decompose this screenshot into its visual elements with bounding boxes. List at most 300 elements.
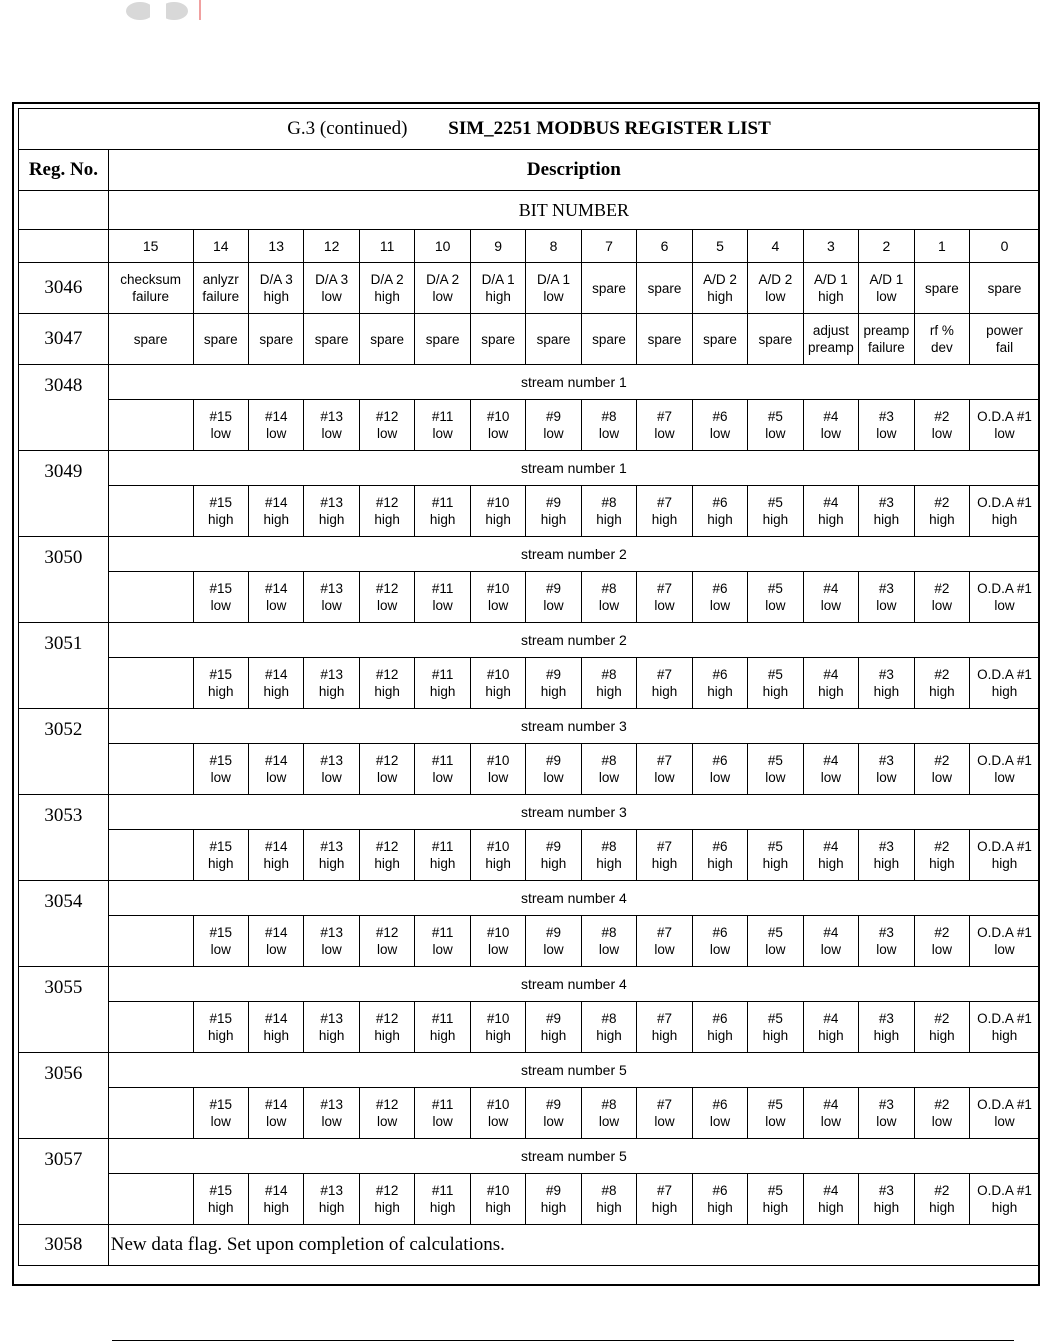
bit-cell — [526, 314, 581, 365]
bit-cell — [304, 830, 359, 881]
bit-cell — [692, 830, 747, 881]
bit-cell — [637, 400, 692, 451]
bit-cell — [470, 1174, 525, 1225]
bit-cell-line: adjust — [812, 323, 849, 338]
bit-cell — [803, 263, 858, 314]
bit-cell — [470, 830, 525, 881]
stream-bits-row — [19, 572, 1040, 623]
bit-cell-line: #4 — [823, 839, 839, 854]
bit-cell-line: #3 — [878, 667, 894, 682]
bit-cell — [581, 1174, 636, 1225]
bit-cell-line: #9 — [546, 1183, 562, 1198]
bit-cell-line: high — [374, 289, 400, 304]
bit-cell-line: #11 — [431, 581, 454, 596]
bit-cell — [470, 658, 525, 709]
bit-cell-line: #11 — [431, 667, 454, 682]
bit-cell — [526, 916, 581, 967]
bit-cell-line: #3 — [878, 1183, 894, 1198]
title-name: SIM_2251 MODBUS REGISTER LIST — [448, 118, 771, 139]
stream-label: stream number 1 — [108, 451, 1039, 486]
bit-cell — [359, 314, 414, 365]
bit-cell-line: high — [762, 856, 789, 871]
bit-cell — [914, 400, 969, 451]
bit-cell-line: #6 — [712, 753, 728, 768]
bit-cell — [526, 658, 581, 709]
reg-number: 3048 — [19, 365, 109, 451]
bit-cell-line: low — [709, 942, 731, 957]
bit-cell-line: high — [707, 512, 733, 527]
bit-cell-line: checksum — [120, 272, 182, 287]
bit-cell-line: #8 — [601, 1011, 617, 1026]
bit-cell-line: high — [263, 856, 289, 871]
bit-cell — [748, 314, 803, 365]
bit-cell-line: high — [596, 684, 622, 699]
bit-cell-line: low — [931, 426, 952, 441]
bit-cell-line: low — [765, 289, 786, 304]
bit-cell-line: spare — [987, 280, 1022, 296]
bit-cell-line: low — [487, 426, 509, 441]
bit-cell-line: O.D.A #1 — [977, 753, 1032, 768]
register-row — [19, 1225, 1040, 1266]
stream-label: stream number 3 — [108, 709, 1039, 744]
bit-cell-line: #3 — [878, 581, 894, 596]
bit-cell-line: #2 — [934, 1011, 950, 1026]
description-header: Description — [108, 150, 1039, 191]
empty-cell — [19, 230, 109, 263]
bit-cell-line: #9 — [546, 409, 562, 424]
bit-cell-line: spare — [314, 331, 349, 347]
bit-number-cell: 10 — [415, 230, 470, 263]
bit-cell-line: low — [654, 770, 675, 785]
bit-cell-line: preamp — [863, 323, 910, 338]
bit-cell — [692, 263, 747, 314]
bit-cell-line: low — [876, 598, 897, 613]
bit-cell-line: #3 — [878, 495, 894, 510]
bit-cell-line: high — [991, 512, 1018, 527]
bit-cell — [248, 486, 303, 537]
bit-cell-line: low — [543, 426, 564, 441]
bit-cell-line: #8 — [601, 667, 617, 682]
bit-cell-line: high — [762, 1200, 789, 1215]
bit-cell-line: #8 — [601, 581, 617, 596]
bit-cell — [359, 1002, 414, 1053]
empty-cell — [108, 916, 193, 967]
bit-cell — [748, 1002, 803, 1053]
bit-number-cell: 15 — [108, 230, 193, 263]
bit-cell-line: low — [994, 598, 1015, 613]
bit-cell-line: #11 — [431, 925, 454, 940]
register-row — [19, 314, 1040, 365]
reg-number: 3053 — [19, 795, 109, 881]
bit-cell — [914, 263, 969, 314]
bit-cell-line: #13 — [320, 753, 343, 768]
bit-cell — [526, 830, 581, 881]
bit-cell — [415, 263, 470, 314]
register-row — [19, 967, 1040, 1002]
bit-cell — [470, 1002, 525, 1053]
bit-cell-line: #6 — [712, 1183, 728, 1198]
bit-cell-line: low — [598, 598, 620, 613]
reg-number: 3050 — [19, 537, 109, 623]
bit-cell — [692, 658, 747, 709]
bit-cell-line: high — [207, 512, 234, 527]
bit-cell-line: high — [707, 856, 733, 871]
bit-cell — [692, 572, 747, 623]
bit-cell — [359, 830, 414, 881]
bit-cell-line: #13 — [320, 667, 343, 682]
bit-cell — [637, 830, 692, 881]
bit-cell-line: #10 — [486, 1183, 510, 1198]
bit-cell-line: high — [929, 1200, 955, 1215]
bit-cell — [803, 916, 858, 967]
bit-cell-line: high — [485, 289, 511, 304]
bit-cell-line: #15 — [209, 667, 233, 682]
bit-cell-line: #14 — [264, 495, 288, 510]
bit-cell — [970, 658, 1040, 709]
bit-cell-line: #2 — [934, 925, 950, 940]
bit-cell — [803, 572, 858, 623]
register-row — [19, 881, 1040, 916]
bit-cell — [108, 263, 193, 314]
bit-cell-line: #9 — [546, 581, 562, 596]
bit-cell — [692, 486, 747, 537]
bit-cell-line: high — [263, 1200, 289, 1215]
bit-cell-line: high — [707, 684, 733, 699]
bit-cell — [415, 486, 470, 537]
bit-cell-line: low — [487, 942, 509, 957]
bit-cell-line: high — [429, 684, 456, 699]
bit-cell — [859, 1174, 914, 1225]
reg-number: 3047 — [19, 314, 109, 365]
bit-cell-line: high — [429, 512, 456, 527]
bit-cell-line: high — [263, 289, 289, 304]
bit-cell-line: low — [931, 770, 952, 785]
bit-cell-line: #10 — [486, 409, 510, 424]
bit-cell-line: low — [598, 942, 620, 957]
bit-cell — [359, 486, 414, 537]
bit-cell-line: low — [709, 426, 731, 441]
bit-cell — [581, 658, 636, 709]
bit-cell-line: high — [707, 1028, 733, 1043]
bit-cell — [692, 314, 747, 365]
bit-cell — [526, 1174, 581, 1225]
bit-cell-line: high — [318, 512, 345, 527]
bit-cell-line: O.D.A #1 — [977, 495, 1032, 510]
bit-cell-line: A/D 1 — [814, 272, 848, 287]
bit-cell-line: low — [432, 598, 453, 613]
bit-cell-line: high — [485, 684, 511, 699]
bit-cell-line: #12 — [375, 667, 399, 682]
bit-cell-line: preamp — [808, 340, 854, 355]
bit-cell-line: low — [543, 598, 564, 613]
bit-cell-line: high — [429, 856, 456, 871]
bit-cell-line: #9 — [546, 1011, 562, 1026]
bit-cell — [859, 1002, 914, 1053]
bit-cell-line: O.D.A #1 — [977, 667, 1032, 682]
bit-cell-line: #14 — [264, 1097, 288, 1112]
bit-cell — [748, 486, 803, 537]
bit-cell — [581, 400, 636, 451]
bit-cell-line: #3 — [878, 409, 894, 424]
bit-cell-line: low — [432, 942, 453, 957]
register-row — [19, 1139, 1040, 1174]
bit-cell-line: #3 — [878, 753, 894, 768]
bit-cell — [359, 400, 414, 451]
bit-cell-line: #2 — [934, 581, 950, 596]
bit-cell-line: high — [596, 1200, 622, 1215]
bit-cell-line: high — [929, 1028, 955, 1043]
bit-cell-line: #14 — [264, 667, 288, 682]
bit-cell — [415, 916, 470, 967]
bit-cell-line: spare — [647, 280, 682, 296]
bit-cell — [692, 916, 747, 967]
bit-cell — [470, 314, 525, 365]
bit-cell-line: low — [432, 426, 453, 441]
bit-cell — [581, 314, 636, 365]
bit-cell-line: high — [429, 1028, 456, 1043]
bit-cell-line: #15 — [209, 839, 233, 854]
register-row — [19, 623, 1040, 658]
bit-cell-line: #7 — [656, 667, 673, 682]
bit-cell-line: #5 — [767, 753, 783, 768]
bit-cell-line: D/A 3 — [315, 272, 349, 287]
bit-cell — [470, 263, 525, 314]
bit-cell-line: #4 — [823, 495, 839, 510]
bit-cell — [914, 486, 969, 537]
bit-cell-line: low — [321, 426, 342, 441]
bit-cell-line: #14 — [264, 409, 288, 424]
bit-cell-line: high — [873, 512, 900, 527]
bit-cell-line: low — [266, 1114, 287, 1129]
bit-cell — [637, 572, 692, 623]
bit-cell — [803, 486, 858, 537]
register-row — [19, 451, 1040, 486]
bit-cell-line: #2 — [934, 409, 950, 424]
register-row — [19, 709, 1040, 744]
bit-cell — [637, 658, 692, 709]
bit-cell-line: dev — [930, 340, 953, 355]
reg-number: 3051 — [19, 623, 109, 709]
empty-cell — [108, 658, 193, 709]
bit-cell-line: high — [762, 512, 789, 527]
bit-cell-line: low — [210, 426, 231, 441]
empty-cell — [108, 400, 193, 451]
stream-label: stream number 3 — [108, 795, 1039, 830]
bit-cell-line: #6 — [712, 667, 728, 682]
bit-number-cell: 0 — [970, 230, 1040, 263]
bit-cell-line: low — [598, 426, 620, 441]
bit-cell — [248, 1088, 303, 1139]
bit-cell — [193, 1088, 248, 1139]
bit-cell-line: #7 — [656, 1097, 673, 1112]
bit-cell — [415, 1174, 470, 1225]
bit-cell — [970, 314, 1040, 365]
reg-number: 3046 — [19, 263, 109, 314]
bit-cell — [526, 572, 581, 623]
register-row — [19, 365, 1040, 400]
bit-cell — [803, 1088, 858, 1139]
title-caption: G.3 (continued) — [287, 118, 408, 139]
bit-cell-line: A/D 2 — [758, 272, 793, 287]
bit-cell-line: #15 — [209, 409, 233, 424]
bit-cell — [470, 744, 525, 795]
bit-cell-line: #9 — [546, 753, 562, 768]
bit-cell-line: #9 — [546, 667, 562, 682]
bit-cell-line: A/D 2 — [703, 272, 737, 287]
bit-cell — [859, 744, 914, 795]
bit-cell-line: #5 — [767, 581, 783, 596]
bit-cell — [304, 916, 359, 967]
bit-cell — [193, 1174, 248, 1225]
bit-cell-line: #13 — [320, 581, 343, 596]
empty-cell — [108, 744, 193, 795]
bit-cell — [470, 486, 525, 537]
bit-cell-line: low — [266, 942, 287, 957]
bit-cell-line: high — [707, 1200, 733, 1215]
bit-cell — [415, 400, 470, 451]
bit-cell-line: #4 — [823, 1097, 839, 1112]
bit-cell-line: spare — [592, 331, 626, 347]
bit-cell-line: high — [318, 1028, 345, 1043]
stream-label: stream number 1 — [108, 365, 1039, 400]
bit-cell-line: #3 — [878, 1097, 894, 1112]
bit-cell-line: high — [762, 1028, 789, 1043]
bit-cell-line: high — [540, 856, 567, 871]
bit-cell — [248, 916, 303, 967]
bit-cell — [304, 1002, 359, 1053]
bit-number-cell: 5 — [692, 230, 747, 263]
bit-cell-line: spare — [592, 280, 626, 296]
bit-cell-line: #2 — [934, 667, 950, 682]
bit-cell-line: #4 — [823, 1011, 839, 1026]
bit-cell — [914, 572, 969, 623]
bit-cell-line: #14 — [264, 1183, 288, 1198]
bit-cell-line: O.D.A #1 — [977, 581, 1032, 596]
bit-cell — [415, 572, 470, 623]
empty-cell — [108, 1088, 193, 1139]
bit-cell — [581, 1002, 636, 1053]
bit-cell-line: high — [540, 512, 567, 527]
bit-cell-line: low — [543, 770, 564, 785]
bit-cell-line: #11 — [431, 1183, 454, 1198]
bit-number-row — [19, 230, 1040, 263]
bit-cell-line: #13 — [320, 1011, 343, 1026]
bit-cell — [193, 486, 248, 537]
bit-cell-line: high — [485, 856, 511, 871]
bit-cell — [637, 263, 692, 314]
bit-cell — [692, 1174, 747, 1225]
bit-cell-line: low — [543, 1114, 564, 1129]
bit-cell-line: low — [321, 1114, 342, 1129]
bit-cell-line: spare — [425, 331, 460, 347]
bit-cell-line: high — [263, 684, 289, 699]
bit-cell — [748, 1174, 803, 1225]
bit-cell-line: #11 — [431, 495, 454, 510]
bit-cell-line: #4 — [823, 753, 839, 768]
bit-cell-line: #10 — [486, 1011, 510, 1026]
bit-cell-line: high — [207, 1200, 234, 1215]
bit-cell-line: high — [318, 684, 345, 699]
bit-cell — [359, 572, 414, 623]
bit-cell-line: high — [485, 512, 511, 527]
bit-cell-line: #13 — [320, 409, 343, 424]
bit-cell — [248, 314, 303, 365]
bit-cell — [914, 1002, 969, 1053]
bit-cell — [914, 658, 969, 709]
bit-cell — [859, 658, 914, 709]
register-row — [19, 537, 1040, 572]
bit-cell-line: #14 — [264, 581, 288, 596]
bit-cell-line: high — [762, 684, 789, 699]
bit-cell — [248, 1002, 303, 1053]
bit-number-cell: 12 — [304, 230, 359, 263]
bit-cell-line: #8 — [601, 753, 617, 768]
bit-cell-line: #5 — [767, 1183, 783, 1198]
bit-cell-line: low — [820, 942, 842, 957]
bit-cell-line: O.D.A #1 — [977, 925, 1032, 940]
bit-cell-line: spare — [758, 331, 793, 347]
bit-cell-line: high — [374, 856, 400, 871]
bit-cell-line: #10 — [486, 1097, 510, 1112]
bit-cell — [304, 400, 359, 451]
bit-cell-line: high — [873, 684, 900, 699]
bit-cell — [415, 314, 470, 365]
bit-cell — [526, 1088, 581, 1139]
bit-cell — [193, 263, 248, 314]
bit-cell-line: high — [374, 684, 400, 699]
bit-cell-line: high — [318, 1200, 345, 1215]
bit-cell — [108, 314, 193, 365]
bit-cell-line: #7 — [656, 581, 673, 596]
bit-cell — [359, 1174, 414, 1225]
bit-cell-line: #11 — [431, 839, 454, 854]
bit-cell-line: high — [263, 1028, 289, 1043]
bit-cell-line: #7 — [656, 1011, 673, 1026]
bit-cell-line: low — [820, 770, 842, 785]
bit-cell-line: low — [876, 426, 897, 441]
bit-cell — [748, 744, 803, 795]
bit-cell-line: #7 — [656, 495, 673, 510]
bit-cell-line: #15 — [209, 925, 233, 940]
bit-cell — [193, 916, 248, 967]
bit-cell — [470, 1088, 525, 1139]
bit-cell — [526, 486, 581, 537]
bit-cell-line: high — [651, 1200, 678, 1215]
bit-cell-line: #15 — [209, 753, 233, 768]
bit-cell — [914, 916, 969, 967]
bit-cell-line: high — [818, 1200, 844, 1215]
bit-cell-line: #3 — [878, 1011, 894, 1026]
bit-cell-line: high — [818, 512, 844, 527]
bit-cell — [581, 486, 636, 537]
bit-cell-line: #11 — [431, 409, 454, 424]
bit-cell-line: low — [210, 598, 231, 613]
bit-cell — [526, 744, 581, 795]
bit-cell — [248, 830, 303, 881]
bit-cell-line: #12 — [375, 409, 399, 424]
bit-cell-line: low — [765, 942, 786, 957]
bit-cell — [470, 572, 525, 623]
stream-label: stream number 2 — [108, 537, 1039, 572]
bit-cell-line: #12 — [375, 1011, 399, 1026]
bit-cell — [193, 658, 248, 709]
bit-cell-line: rf % — [929, 323, 954, 338]
bit-cell-line: low — [765, 770, 786, 785]
bit-cell-line: low — [210, 942, 231, 957]
bit-cell-line: low — [709, 770, 731, 785]
bit-cell-line: #9 — [546, 495, 562, 510]
bit-cell-line: D/A 1 — [537, 272, 571, 287]
